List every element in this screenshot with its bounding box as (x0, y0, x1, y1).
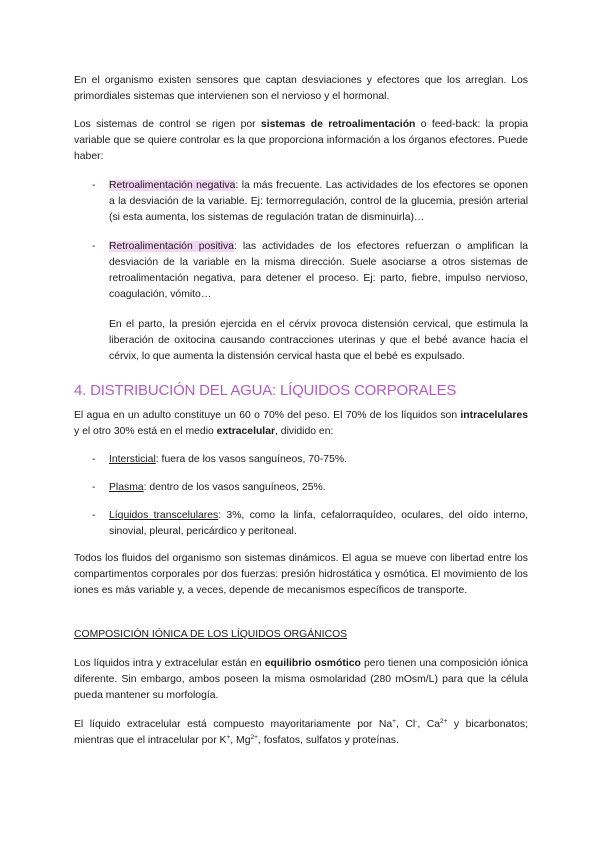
highlighted-term: Retroalimentación negativa (109, 180, 236, 191)
underlined-term: Intersticial (109, 454, 156, 465)
bullet-marker: - (92, 241, 96, 252)
paragraph-ionic-composition: El líquido extracelular está compuesto mayoritariamente por Na+, Cl-, $Ca^{2+}$ y bicarbonatos; mientras que el intracelular por K+, $Mg^{2+}$, fosfatos, sulfatos y proteínas. (74, 718, 529, 746)
underlined-term: Plasma (109, 482, 144, 493)
paragraph-water-distribution: El agua en un adulto constituye un 60 o 70% del peso. El 70% de los líquidos son intracelulares y el otro 30% está en el medio extracelular, dividido en: (74, 410, 528, 437)
bullet-marker: - (92, 510, 96, 521)
bullet-transcellular: Líquidos transcelulares: 3%, como la linfa, cefalorraquídeo, oculares, del oído interno, sinovial, pleural, pericárdico y peritoneal. (109, 510, 528, 537)
bullet-marker: - (92, 454, 96, 465)
bullet-positive-feedback: Retroalimentación positiva: las actividades de los efectores refuerzan o amplifican la desviación de la variable en la misma dirección. Suele asociarse a otros sistemas de retroalimentación negativa, para detener el proceso. Ej: parto, fiebre, impulso nervioso, coagulación, vómito… (109, 241, 528, 300)
underlined-term: Líquidos transcelulares (109, 510, 219, 521)
section-heading: 4. DISTRIBUCIÓN DEL AGUA: LÍQUIDOS CORPORALES (74, 382, 457, 399)
bullet-marker: - (92, 180, 96, 191)
paragraph-childbirth-example: En el parto, la presión ejercida en el cérvix provoca distensión cervical, que estimula la liberación de oxitocina causando contracciones uterinas y que el bebé avance hacia el cérvix, lo que aumenta la distensión cervical hasta que el bebé es expulsado. (109, 319, 528, 362)
bullet-marker: - (92, 482, 96, 493)
paragraph-sensors: En el organismo existen sensores que captan desviaciones y efectores que los arreglan. Los primordiales sistemas que intervienen son el nervioso y el hormonal. (74, 75, 528, 102)
paragraph-dynamic-systems: Todos los fluidos del organismo son sistemas dinámicos. El agua se mueve con libertad entre los compartimentos corporales por dos fuerzas: presión hidrostática y osmótica. El movimiento de los iones es más variable y, a veces, depende de mecanismos específicos de transporte. (74, 553, 528, 596)
paragraph-osmotic-equilibrium: Los líquidos intra y extracelular están en equilibrio osmótico pero tienen una composición iónica diferente. Sin embargo, ambos poseen la misma osmolaridad (280 mOsm/L) para que la célula pueda mantener su morfología. (74, 658, 528, 701)
bullet-negative-feedback: Retroalimentación negativa: la más frecuente. Las actividades de los efectores se oponen a la desviación de la variable. Ej: termorregulación, control de la glucemia, presión arterial (si esta aumenta, los sistemas de regulación tratan de disminuirla)… (109, 180, 528, 223)
bullet-plasma: Plasma: dentro de los vasos sanguíneos, 25%. (109, 482, 326, 493)
subsection-heading: COMPOSICIÓN IÓNICA DE LOS LÍQUIDOS ORGÁNICOS (74, 629, 348, 640)
bullet-interstitial: Intersticial: fuera de los vasos sanguíneos, 70-75%. (109, 454, 347, 465)
bold-term: sistemas de retroalimentación (260, 119, 416, 130)
paragraph-control-systems: Los sistemas de control se rigen por sistemas de retroalimentación o feed-back: la propia variable que se quiere controlar es la que proporciona información a los órganos efectores. Puede haber: (74, 119, 528, 162)
highlighted-term: Retroalimentación positiva (109, 241, 234, 252)
